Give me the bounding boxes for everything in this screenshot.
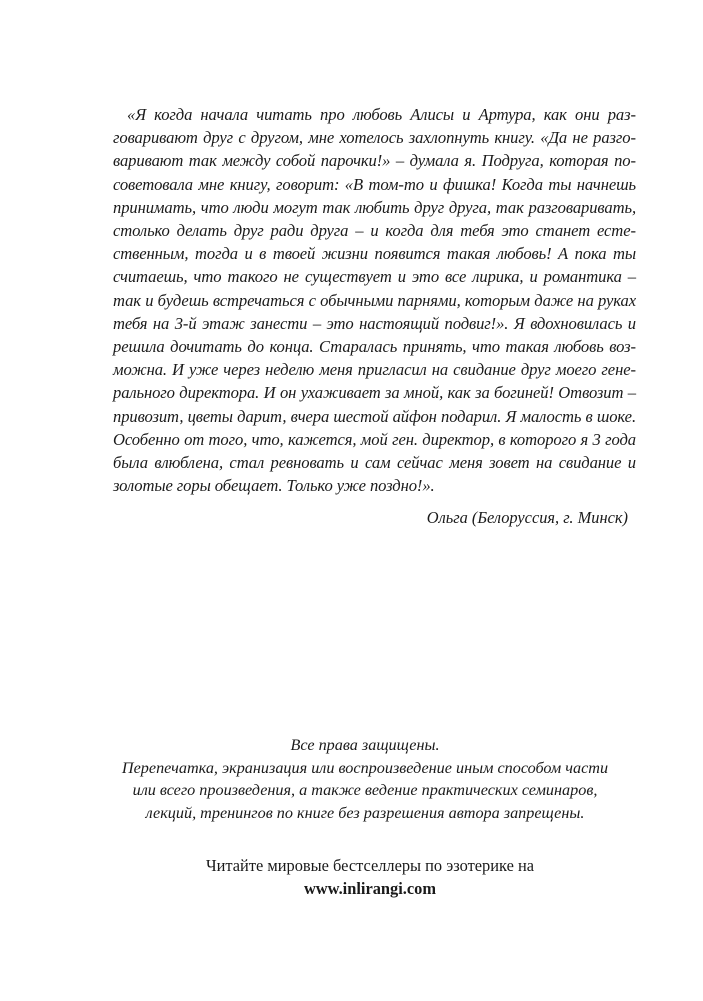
rights-line-4: лекций, тренингов по книге без разрешения автора запрещены.	[145, 803, 585, 822]
rights-line-1: Все права защищены.	[290, 736, 440, 754]
reader-testimonial	[113, 103, 636, 529]
promo-text: Читайте мировые бестселлеры по эзотерике на	[206, 856, 534, 875]
testimonial-signature: Ольга (Белоруссия, г. Минск)	[426, 508, 628, 528]
publisher-website-link[interactable]: www.inlirangi.com	[303, 879, 437, 898]
publisher-promo	[130, 854, 610, 900]
rights-line-2: Перепечатка, экранизация или воспроизведение иным способом части	[121, 758, 609, 777]
copyright-notice	[110, 734, 620, 824]
testimonial-text: «Я когда начала читать про любовь Алисы и Артура, как они разговаривают друг с другом, мне хотелось захлопнуть книгу. «Да не разговаривают так между собой парочки!» – думала я. Подруга, которая посоветовала мне книгу, говорит: «В том-то и фишка! Когда ты начнешь принимать, что люди могут так любить друг друга, так разговаривать, столько делать друг ради друга – и когда для тебя это станет естественным, тогда и в твоей жизни появится такая любовь! А пока ты считаешь, что такого не существует и это все лирика, и романтика – так и будешь встречаться с обычными парнями, которым даже на руках тебя на 3-й этаж занести – это настоящий подвиг!». Я вдохновилась и решила дочитать до конца. Старалась принять, что такая любовь возможна. И уже через неделю меня пригласил на свидание друг моего генерального директора. И он ухаживает за мной, как за богиней! Отвозит – привозит, цветы дарит, вчера шестой айфон подарил. Я малость в шоке. Особенно от того, что, кажется, мой ген. директор, в которого я 3 года была влюблена, стал ревновать и сам сейчас меня зовет на свидание и золотые горы обещает. Только уже поздно!».	[113, 105, 636, 496]
rights-line-3: или всего произведения, а также ведение практических семинаров,	[132, 781, 598, 799]
